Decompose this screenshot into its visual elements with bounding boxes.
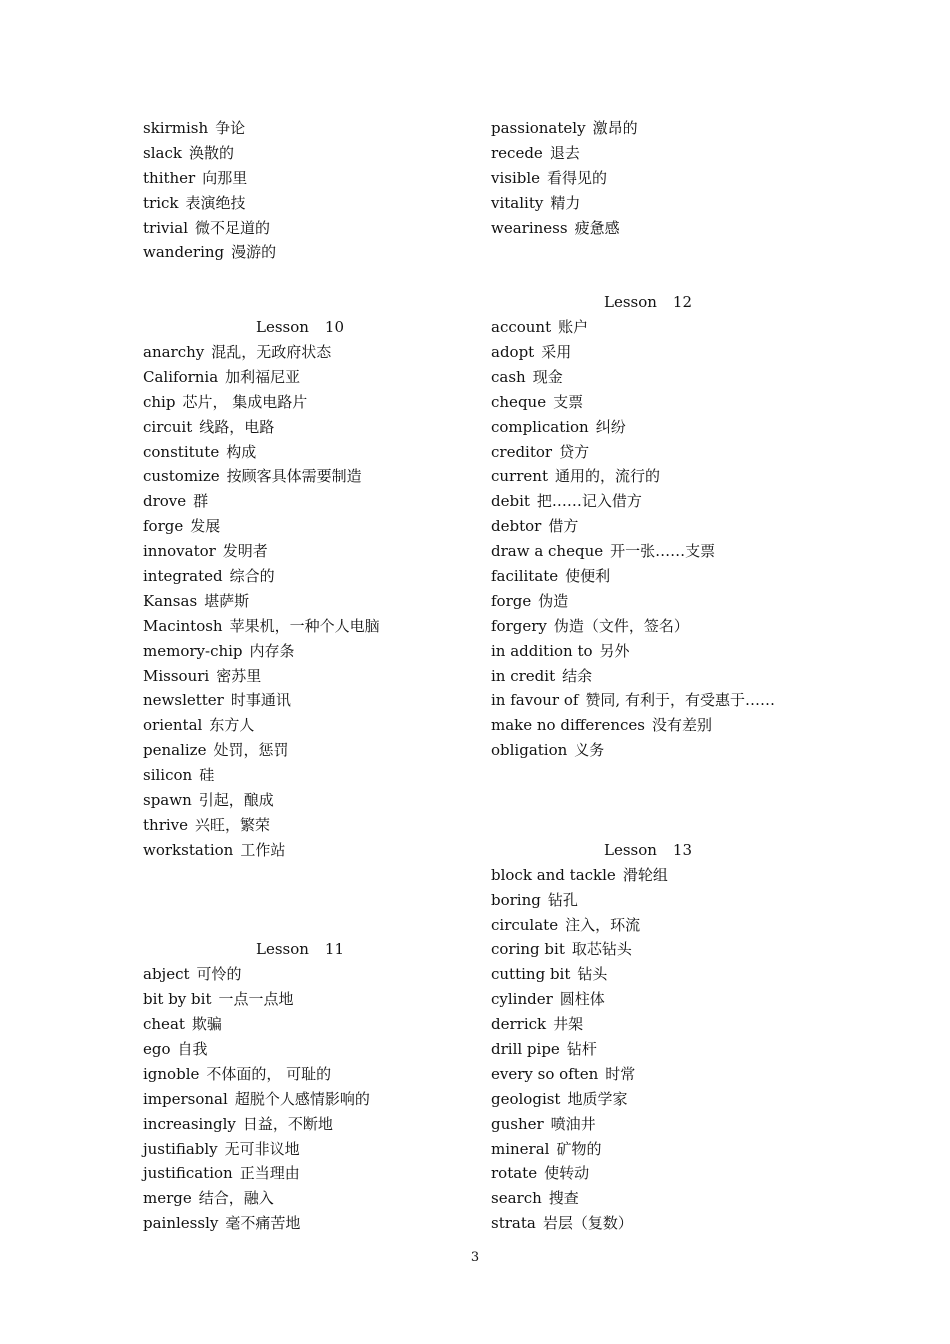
vocab-entry xyxy=(143,440,473,465)
vocab-translation: 自我 xyxy=(177,1039,208,1058)
vocab-entry xyxy=(143,415,473,440)
vocab-translation: 一点一点地 xyxy=(218,990,294,1009)
vocab-translation: 按顾客具体需要制造 xyxy=(226,467,362,486)
vocab-word: newsletter xyxy=(143,691,224,710)
vocab-word: in addition to xyxy=(491,641,593,660)
vocab-word: current xyxy=(491,467,548,486)
vocab-translation: 激昂的 xyxy=(592,119,638,137)
vocab-entry xyxy=(143,738,473,763)
vocab-entry xyxy=(491,738,911,763)
vocab-word: oriental xyxy=(143,716,203,735)
vocab-word: Macintosh xyxy=(143,616,223,635)
vocab-translation: 圆柱体 xyxy=(559,990,605,1009)
vocab-entry xyxy=(491,987,911,1012)
vocab-entry xyxy=(491,390,911,415)
vocab-word: California xyxy=(143,367,219,386)
vocab-entry xyxy=(143,365,473,390)
vocab-word: ego xyxy=(143,1039,171,1058)
vocab-translation: 争论 xyxy=(215,119,246,137)
vocab-entry xyxy=(143,464,473,489)
vocab-word: cylinder xyxy=(491,990,553,1009)
vocab-word: bit by bit xyxy=(143,990,212,1009)
vocab-translation: 处罚，惩罚 xyxy=(213,741,289,760)
vocab-word: memory-chip xyxy=(143,641,243,660)
vocab-word: impersonal xyxy=(143,1089,228,1108)
vocab-entry xyxy=(143,1087,473,1112)
vocab-word: trivial xyxy=(143,218,189,237)
vocab-entry xyxy=(491,191,911,216)
vocab-word: justifiably xyxy=(143,1139,218,1158)
lesson-12-vocab-list xyxy=(491,315,911,763)
vocab-word: coring bit xyxy=(491,940,565,959)
vocab-translation: 线路，电路 xyxy=(199,417,275,436)
vocab-entry xyxy=(491,1062,911,1087)
lesson-13-vocab-list xyxy=(491,863,911,1236)
vocab-entry xyxy=(491,713,911,738)
vocab-entry xyxy=(491,166,911,191)
vocab-entry xyxy=(143,589,473,614)
vocab-entry xyxy=(491,962,911,987)
vocab-translation: 借方 xyxy=(548,517,579,536)
lesson-13-heading: Lesson 13 xyxy=(603,840,693,859)
vocab-entry xyxy=(491,415,911,440)
vocab-entry xyxy=(143,240,473,265)
vocab-entry xyxy=(143,1012,473,1037)
vocab-word: circuit xyxy=(143,417,193,436)
vocab-translation: 使转动 xyxy=(544,1164,590,1183)
vocab-entry xyxy=(491,116,911,141)
vocab-entry xyxy=(143,390,473,415)
vocab-translation: 另外 xyxy=(599,641,630,660)
vocab-word: skirmish xyxy=(143,119,209,137)
vocab-word: chip xyxy=(143,392,176,411)
vocab-translation: 钻孔 xyxy=(547,890,578,909)
vocab-entry xyxy=(491,863,911,888)
vocab-entry xyxy=(491,141,911,166)
vocab-translation: 无可非议地 xyxy=(224,1139,300,1158)
vocab-word: Kansas xyxy=(143,591,198,610)
vocab-entry xyxy=(143,813,473,838)
vocab-entry xyxy=(491,1161,911,1186)
vocab-translation: 赞同, 有利于，有受惠于…… xyxy=(585,691,775,710)
vocab-translation: 微不足道的 xyxy=(195,218,271,237)
vocab-translation: 向那里 xyxy=(202,168,248,187)
vocab-word: thrive xyxy=(143,815,189,834)
vocab-translation: 时事通讯 xyxy=(230,691,291,710)
vocab-word: obligation xyxy=(491,741,568,760)
vocab-translation: 加利福尼亚 xyxy=(225,367,301,386)
vocab-word: make no differences xyxy=(491,716,645,735)
vocab-entry xyxy=(143,1211,473,1236)
vocab-translation: 时常 xyxy=(605,1064,636,1083)
vocab-translation: 东方人 xyxy=(209,716,255,735)
vocab-entry xyxy=(143,788,473,813)
vocab-translation: 精力 xyxy=(550,193,581,212)
vocab-translation: 喷油井 xyxy=(550,1114,596,1133)
vocab-entry xyxy=(491,589,911,614)
vocab-word: innovator xyxy=(143,542,216,561)
vocab-word: forge xyxy=(143,517,184,536)
vocab-word: adopt xyxy=(491,343,535,362)
vocab-translation: 芯片， 集成电路片 xyxy=(182,392,308,411)
lesson-12-heading: Lesson 12 xyxy=(603,293,693,312)
vocab-entry xyxy=(143,514,473,539)
vocab-word: debit xyxy=(491,492,530,511)
vocab-translation: 支票 xyxy=(553,392,584,411)
vocab-translation: 工作站 xyxy=(240,840,286,859)
vocab-entry xyxy=(491,688,911,713)
vocab-entry xyxy=(491,1137,911,1162)
vocab-entry xyxy=(491,1087,911,1112)
vocab-entry xyxy=(143,688,473,713)
vocab-word: account xyxy=(491,318,552,337)
vocab-entry xyxy=(491,1112,911,1137)
vocab-translation: 毫不痛苦地 xyxy=(225,1214,301,1233)
vocab-word: trick xyxy=(143,193,179,212)
vocab-word: merge xyxy=(143,1189,192,1208)
vocab-word: increasingly xyxy=(143,1114,236,1133)
vocab-translation: 义务 xyxy=(574,741,605,760)
vocab-word: facilitate xyxy=(491,567,559,586)
vocab-word: search xyxy=(491,1189,542,1208)
vocab-entry xyxy=(491,315,911,340)
vocab-word: spawn xyxy=(143,791,192,810)
vocab-word: passionately xyxy=(491,119,586,137)
vocab-word: debtor xyxy=(491,517,542,536)
vocab-translation: 引起，酿成 xyxy=(198,791,274,810)
continued-vocab-list-left xyxy=(143,116,473,265)
vocab-translation: 井架 xyxy=(553,1015,584,1034)
vocab-translation: 密苏里 xyxy=(216,666,262,685)
vocab-translation: 没有差别 xyxy=(651,716,712,735)
vocab-word: cheque xyxy=(491,392,547,411)
vocab-translation: 滑轮组 xyxy=(622,865,668,884)
lesson-11-vocab-list xyxy=(143,962,473,1236)
vocab-word: cash xyxy=(491,367,526,386)
lesson-11-heading: Lesson 11 xyxy=(255,940,345,959)
vocab-entry xyxy=(491,639,911,664)
vocab-translation: 结合，融入 xyxy=(198,1189,274,1208)
vocab-translation: 开一张……支票 xyxy=(610,542,716,561)
vocab-word: abject xyxy=(143,965,190,984)
vocab-entry xyxy=(491,1211,911,1236)
vocab-entry xyxy=(143,962,473,987)
vocab-word: painlessly xyxy=(143,1214,219,1233)
vocab-word: integrated xyxy=(143,567,223,586)
vocab-word: cutting bit xyxy=(491,965,571,984)
vocab-translation: 不体面的， 可耻的 xyxy=(206,1064,332,1083)
vocab-translation: 内存条 xyxy=(249,641,295,660)
right-column xyxy=(491,116,911,1236)
vocab-word: gusher xyxy=(491,1114,544,1133)
vocab-translation: 欺骗 xyxy=(191,1015,222,1034)
vocab-word: workstation xyxy=(143,840,234,859)
vocab-word: drill pipe xyxy=(491,1039,560,1058)
vocab-translation: 通用的，流行的 xyxy=(554,467,660,486)
vocab-word: wandering xyxy=(143,243,225,262)
vocab-entry xyxy=(143,838,473,863)
vocab-entry xyxy=(491,1186,911,1211)
vocab-translation: 综合的 xyxy=(229,567,275,586)
vocab-word: forge xyxy=(491,591,532,610)
vocab-entry xyxy=(143,639,473,664)
vocab-translation: 注入，环流 xyxy=(565,915,641,934)
vocab-word: recede xyxy=(491,143,543,162)
vocab-translation: 发明者 xyxy=(222,542,268,561)
left-column xyxy=(143,116,473,1236)
vocab-word: drove xyxy=(143,492,187,511)
vocab-entry xyxy=(491,440,911,465)
vocab-word: derrick xyxy=(491,1015,547,1034)
vocab-translation: 钻杆 xyxy=(566,1039,597,1058)
vocab-translation: 堪萨斯 xyxy=(204,591,250,610)
vocab-entry xyxy=(143,564,473,589)
vocab-word: strata xyxy=(491,1214,536,1233)
vocab-word: visible xyxy=(491,168,541,187)
vocab-translation: 矿物的 xyxy=(556,1139,602,1158)
vocab-translation: 构成 xyxy=(226,442,257,461)
vocab-word: penalize xyxy=(143,741,207,760)
vocab-translation: 钻头 xyxy=(577,965,608,984)
vocab-entry xyxy=(143,1137,473,1162)
vocab-translation: 涣散的 xyxy=(188,143,234,162)
vocab-entry xyxy=(491,489,911,514)
vocab-word: mineral xyxy=(491,1139,550,1158)
vocab-word: cheat xyxy=(143,1015,185,1034)
vocab-translation: 混乱，无政府状态 xyxy=(211,343,332,362)
vocab-word: draw a cheque xyxy=(491,542,604,561)
vocab-word: vitality xyxy=(491,193,544,212)
vocab-word: rotate xyxy=(491,1164,538,1183)
vocab-entry xyxy=(491,564,911,589)
lesson-10-heading: Lesson 10 xyxy=(255,318,345,337)
vocab-word: circulate xyxy=(491,915,559,934)
vocab-translation: 兴旺，繁荣 xyxy=(195,815,271,834)
vocab-word: block and tackle xyxy=(491,865,616,884)
vocab-word: ignoble xyxy=(143,1064,200,1083)
vocab-entry xyxy=(143,713,473,738)
vocab-translation: 发展 xyxy=(190,517,221,536)
vocab-entry xyxy=(491,216,911,241)
vocab-entry xyxy=(143,539,473,564)
vocab-translation: 漫游的 xyxy=(231,243,277,262)
vocab-translation: 搜查 xyxy=(548,1189,579,1208)
vocab-entry xyxy=(143,340,473,365)
vocab-entry xyxy=(143,216,473,241)
vocab-translation: 看得见的 xyxy=(547,168,608,187)
vocab-translation: 把……记入借方 xyxy=(536,492,642,511)
vocab-word: boring xyxy=(491,890,541,909)
vocab-entry xyxy=(143,116,473,141)
vocab-translation: 取芯钻头 xyxy=(571,940,632,959)
vocab-translation: 使便利 xyxy=(565,567,611,586)
vocab-entry xyxy=(143,191,473,216)
vocab-word: geologist xyxy=(491,1089,561,1108)
vocab-word: every so often xyxy=(491,1064,599,1083)
vocab-entry xyxy=(491,614,911,639)
vocab-translation: 地质学家 xyxy=(567,1089,628,1108)
vocab-entry xyxy=(491,365,911,390)
vocab-entry xyxy=(143,763,473,788)
vocab-translation: 退去 xyxy=(549,143,580,162)
page-number: 3 xyxy=(470,1250,480,1265)
vocab-word: slack xyxy=(143,143,182,162)
vocab-translation: 超脱个人感情影响的 xyxy=(234,1089,370,1108)
vocab-translation: 可怜的 xyxy=(196,965,242,984)
continued-vocab-list-right xyxy=(491,116,911,240)
vocab-translation: 群 xyxy=(193,492,209,511)
vocab-entry xyxy=(491,464,911,489)
vocab-entry xyxy=(491,340,911,365)
vocab-translation: 账户 xyxy=(558,318,589,337)
vocab-word: silicon xyxy=(143,766,193,785)
vocab-word: justification xyxy=(143,1164,233,1183)
vocab-translation: 硅 xyxy=(199,766,215,785)
vocab-translation: 采用 xyxy=(541,343,572,362)
vocab-entry xyxy=(143,166,473,191)
vocab-entry xyxy=(143,141,473,166)
vocab-entry xyxy=(491,913,911,938)
vocab-entry xyxy=(491,514,911,539)
vocab-entry xyxy=(143,1037,473,1062)
vocab-word: in favour of xyxy=(491,691,579,710)
vocab-word: constitute xyxy=(143,442,220,461)
vocab-word: creditor xyxy=(491,442,553,461)
vocab-translation: 贷方 xyxy=(559,442,590,461)
vocab-entry xyxy=(143,614,473,639)
vocab-translation: 苹果机，一种个人电脑 xyxy=(229,616,380,635)
vocab-entry xyxy=(143,489,473,514)
vocab-translation: 表演绝技 xyxy=(185,193,246,212)
vocab-translation: 正当理由 xyxy=(239,1164,300,1183)
vocab-translation: 日益，不断地 xyxy=(242,1114,333,1133)
vocab-word: forgery xyxy=(491,616,547,635)
vocab-entry xyxy=(143,1112,473,1137)
vocab-entry xyxy=(143,664,473,689)
vocab-translation: 纠纷 xyxy=(595,417,626,436)
vocab-entry xyxy=(491,1037,911,1062)
vocab-translation: 结余 xyxy=(562,666,593,685)
vocab-word: in credit xyxy=(491,666,556,685)
vocab-entry xyxy=(491,888,911,913)
vocab-translation: 伪造（文件，签名） xyxy=(553,616,689,635)
vocab-translation: 疲惫感 xyxy=(574,218,620,237)
vocab-word: customize xyxy=(143,467,220,486)
vocab-word: anarchy xyxy=(143,343,205,362)
vocab-word: weariness xyxy=(491,218,568,237)
vocab-entry xyxy=(491,539,911,564)
vocab-translation: 伪造 xyxy=(538,591,569,610)
lesson-10-vocab-list xyxy=(143,340,473,863)
vocab-word: thither xyxy=(143,168,196,187)
vocab-translation: 现金 xyxy=(532,367,563,386)
vocab-entry xyxy=(491,937,911,962)
vocab-word: complication xyxy=(491,417,589,436)
vocab-entry xyxy=(491,1012,911,1037)
vocab-translation: 岩层（复数） xyxy=(542,1214,633,1233)
vocab-entry xyxy=(491,664,911,689)
vocab-entry xyxy=(143,987,473,1012)
vocab-entry xyxy=(143,1062,473,1087)
vocab-entry xyxy=(143,1161,473,1186)
vocab-word: Missouri xyxy=(143,666,210,685)
vocab-entry xyxy=(143,1186,473,1211)
